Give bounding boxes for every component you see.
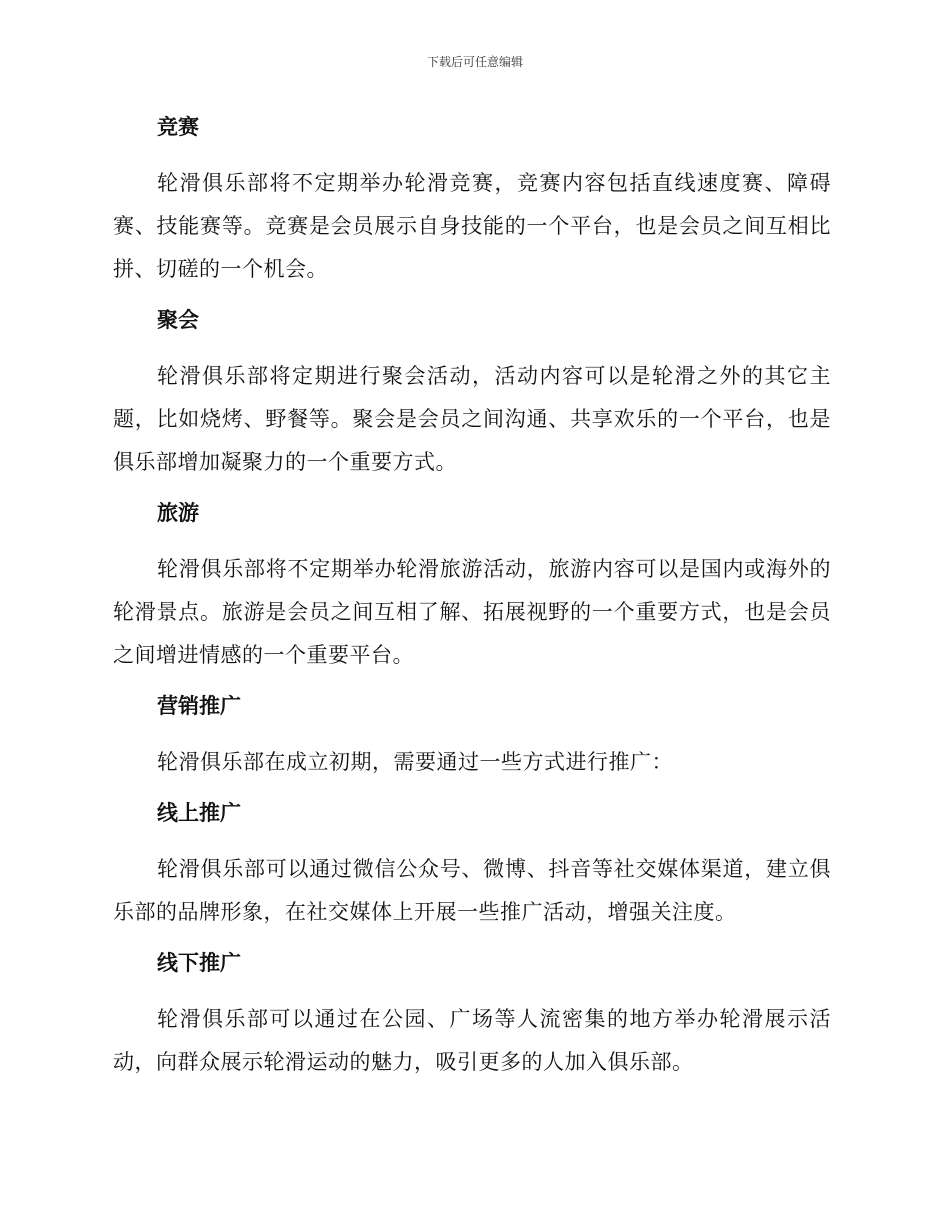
page-header-note: 下载后可任意编辑 — [426, 55, 523, 69]
spacer — [113, 934, 831, 944]
section-paragraph-marketing: 轮滑俱乐部在成立初期，需要通过一些方式进行推广： — [157, 750, 673, 774]
section-paragraph-travel: 轮滑俱乐部将不定期举办轮滑旅游活动，旅游内容可以是国内或海外的轮滑景点。旅游是会员之间互相了解、拓展视野的一个重要方式，也是会员之间增进情感的一个重要平台。 — [113, 557, 831, 667]
spacer — [113, 982, 831, 998]
section-paragraph-competition: 轮滑俱乐部将不定期举办轮滑竞赛，竞赛内容包括直线速度赛、障碍赛、技能赛等。竞赛是会员展示自身技能的一个平台，也是会员之间互相比拼、切磋的一个机会。 — [113, 171, 831, 281]
section-heading-gathering: 聚会 — [157, 308, 199, 332]
spacer — [113, 339, 831, 355]
spacer — [113, 832, 831, 848]
spacer — [113, 784, 831, 794]
document-body — [113, 108, 831, 1084]
section-heading-marketing: 营销推广 — [157, 694, 241, 718]
section-paragraph-gathering: 轮滑俱乐部将定期进行聚会活动，活动内容可以是轮滑之外的其它主题，比如烧烤、野餐等。聚会是会员之间沟通、共享欢乐的一个平台，也是俱乐部增加凝聚力的一个重要方式。 — [113, 364, 831, 474]
spacer — [113, 146, 831, 162]
spacer — [113, 725, 831, 741]
section-heading-travel: 旅游 — [157, 501, 199, 525]
spacer — [113, 484, 831, 494]
section-heading-competition: 竞赛 — [157, 115, 199, 139]
spacer — [113, 677, 831, 687]
spacer — [113, 532, 831, 548]
section-paragraph-online-promotion: 轮滑俱乐部可以通过微信公众号、微博、抖音等社交媒体渠道，建立俱乐部的品牌形象，在社交媒体上开展一些推广活动，增强关注度。 — [113, 857, 831, 924]
section-heading-online-promotion: 线上推广 — [157, 801, 241, 825]
section-paragraph-offline-promotion: 轮滑俱乐部可以通过在公园、广场等人流密集的地方举办轮滑展示活动，向群众展示轮滑运动的魅力，吸引更多的人加入俱乐部。 — [113, 1007, 831, 1074]
spacer — [113, 291, 831, 301]
section-heading-offline-promotion: 线下推广 — [157, 951, 241, 975]
